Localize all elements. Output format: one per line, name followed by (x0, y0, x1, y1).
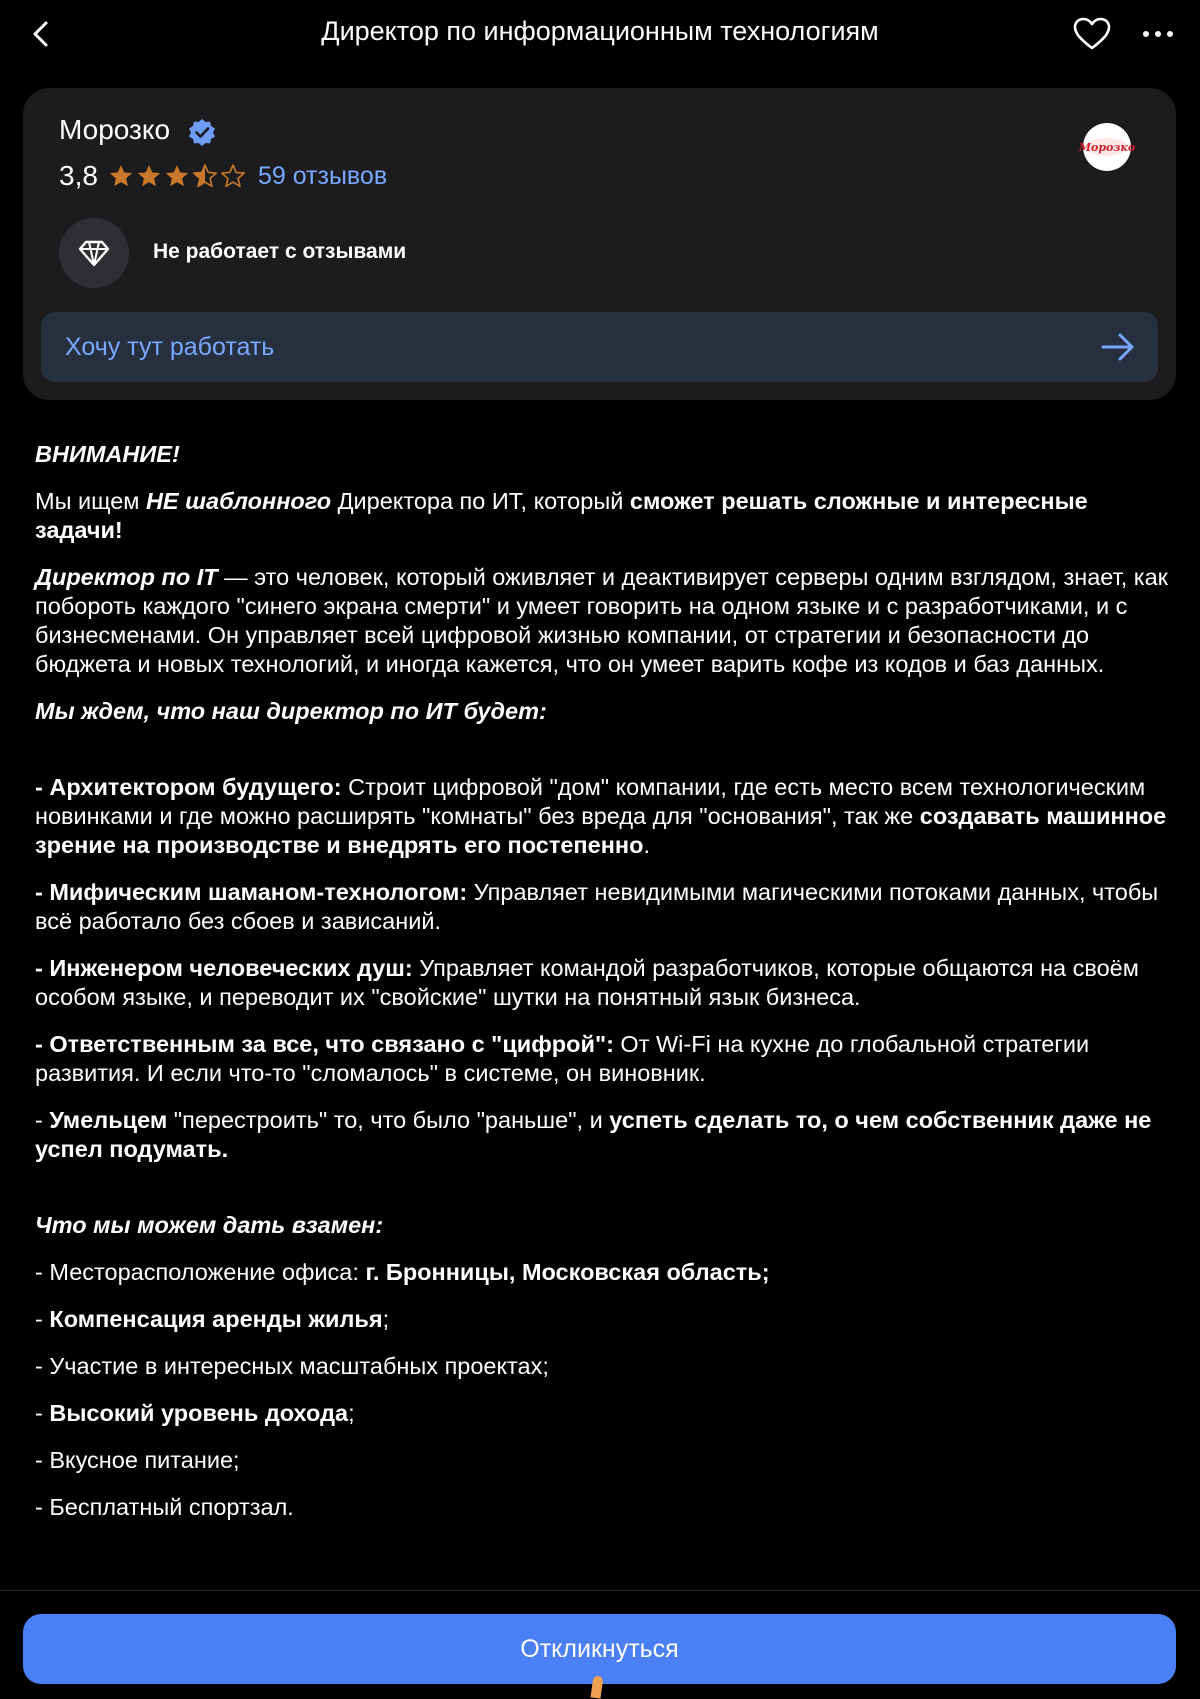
footer-divider (0, 1590, 1200, 1591)
role-paragraph: Директор по IT — это человек, который оживляет и деактивирует серверы одним взглядом, знает, как побороть каждого "синего экрана смерти" и умеет говорить на одном языке и с разработчиками, и с бизнесменами. Он управляет всей цифровой жизнью компании, от стратегии и безопасности до бюджета и новых технологий, и иногда кажется, что он умеет варить кофе из кодов и баз данных. (35, 564, 1168, 677)
page-title: Директор по информационным технологиям (321, 16, 879, 46)
offer-item: - Вкусное питание; (35, 1447, 240, 1473)
reviews-link[interactable]: 59 отзывов (257, 161, 388, 190)
star-icon (164, 163, 190, 189)
diamond-icon (59, 218, 129, 288)
rating-row (59, 158, 387, 194)
requirement-item: - Ответственным за все, что связано с "цифрой": От Wi-Fi на кухне до глобальной стратегии развития. И если что-то "сломалось" в системе, он виновник. (35, 1031, 1090, 1086)
touch-indicator (591, 1675, 604, 1698)
more-icon[interactable] (1142, 24, 1174, 44)
respond-label: Откликнуться (520, 1634, 679, 1663)
offer-item: - Бесплатный спортзал. (35, 1494, 294, 1520)
star-icon (136, 163, 162, 189)
offer-item: - Участие в интересных масштабных проектах; (35, 1353, 549, 1379)
verified-icon (188, 118, 216, 146)
logo-text: Морозко (1078, 141, 1136, 154)
requirement-item: - Архитектором будущего: Строит цифровой "дом" компании, где есть место всем технологическим новинками и где можно расширять "комнаты" без вреда для "основания", так же создавать машинное зрение на производстве и внедрять его постепенно. (35, 774, 1167, 858)
star-half-icon (192, 163, 218, 189)
want-to-work-label: Хочу тут работать (65, 333, 275, 361)
respond-button[interactable] (23, 1614, 1176, 1684)
star-icon (108, 163, 134, 189)
attention-heading: ВНИМАНИЕ! (35, 441, 180, 467)
requirement-item: - Мифическим шаманом-технологом: Управляет невидимыми магическими потоками данных, чтобы всё работало без сбоев и зависаний. (35, 879, 1159, 934)
arrow-right-icon (1100, 332, 1136, 362)
top-bar (0, 0, 1200, 68)
heart-icon[interactable] (1072, 17, 1112, 51)
rating-stars (108, 163, 246, 189)
reviews-status: Не работает с отзывами (153, 240, 407, 263)
company-name[interactable]: Морозко (59, 114, 171, 145)
expectations-heading: Мы ждем, что наш директор по ИТ будет: (35, 698, 547, 724)
requirement-item: - Умельцем "перестроить" то, что было "раньше", и успеть сделать то, о чем собственник даже не успел подумать. (35, 1107, 1152, 1162)
offer-item: - Высокий уровень дохода; (35, 1400, 355, 1426)
offer-heading: Что мы можем дать взамен: (35, 1212, 384, 1238)
intro-paragraph: Мы ищем НЕ шаблонного Директора по ИТ, который сможет решать сложные и интересные задачи! (35, 488, 1088, 543)
requirement-item: - Инженером человеческих душ: Управляет командой разработчиков, которые общаются на своём особом языке, и переводит их "свойские" шутки на понятный язык бизнеса. (35, 955, 1139, 1010)
company-card (23, 88, 1176, 400)
offer-item: - Месторасположение офиса: г. Бронницы, Московская область; (35, 1259, 770, 1285)
vacancy-description (35, 440, 1170, 1540)
logo-graphic (1078, 123, 1136, 171)
company-logo[interactable] (1078, 123, 1136, 171)
star-empty-icon (220, 163, 246, 189)
want-to-work-button[interactable] (41, 312, 1158, 382)
offer-item: - Компенсация аренды жилья; (35, 1306, 390, 1332)
rating-value: 3,8 (59, 160, 98, 191)
